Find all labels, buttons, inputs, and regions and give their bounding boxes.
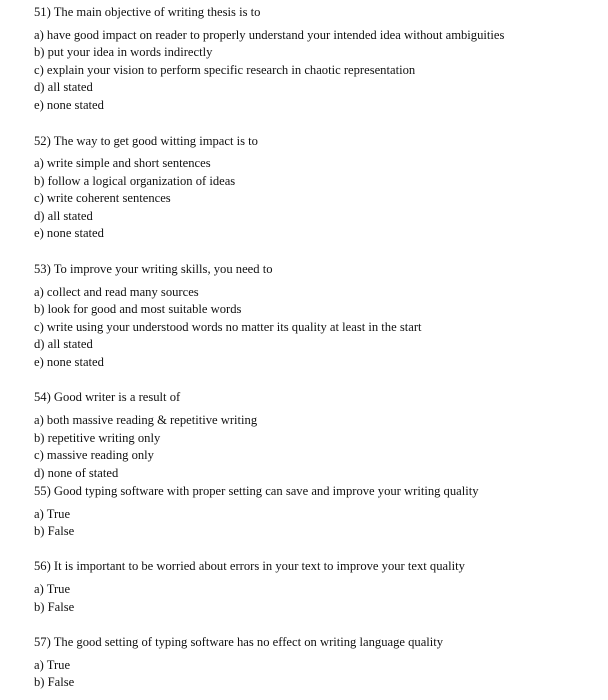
question-56-text: 56) It is important to be worried about errors in your text to improve your text quality	[34, 559, 465, 573]
question-51-option-a: a) have good impact on reader to properly understand your intended idea without ambiguities	[34, 28, 505, 42]
question-54-text: 54) Good writer is a result of	[34, 390, 181, 404]
question-53-option-e: e) none stated	[34, 355, 104, 369]
question-51-option-e: e) none stated	[34, 98, 104, 112]
question-54-option-c: c) massive reading only	[34, 448, 154, 462]
question-52-option-d: d) all stated	[34, 209, 93, 223]
question-53-option-b: b) look for good and most suitable words	[34, 302, 242, 316]
question-54-option-b: b) repetitive writing only	[34, 431, 161, 445]
question-53-text: 53) To improve your writing skills, you need to	[34, 262, 273, 276]
question-51-option-d: d) all stated	[34, 80, 93, 94]
question-52-option-c: c) write coherent sentences	[34, 191, 171, 205]
question-56-option-a: a) True	[34, 582, 71, 596]
question-55-option-a: a) True	[34, 507, 71, 521]
question-52-option-b: b) follow a logical organization of ideas	[34, 174, 236, 188]
question-54-option-d: d) none of stated	[34, 466, 119, 480]
question-57-option-a: a) True	[34, 658, 71, 672]
question-52-option-e: e) none stated	[34, 226, 104, 240]
question-53-option-d: d) all stated	[34, 337, 93, 351]
question-55-option-b: b) False	[34, 524, 75, 538]
question-52-text: 52) The way to get good witting impact is to	[34, 134, 258, 148]
question-57-text: 57) The good setting of typing software has no effect on writing language quality	[34, 635, 444, 649]
question-54-option-a: a) both massive reading & repetitive writing	[34, 413, 258, 427]
question-53-option-c: c) write using your understood words no matter its quality at least in the start	[34, 320, 422, 334]
question-52-option-a: a) write simple and short sentences	[34, 156, 211, 170]
question-57-option-b: b) False	[34, 675, 75, 689]
question-51-text: 51) The main objective of writing thesis is to	[34, 5, 261, 19]
question-53-option-a: a) collect and read many sources	[34, 285, 199, 299]
question-56-option-b: b) False	[34, 600, 75, 614]
question-51-option-b: b) put your idea in words indirectly	[34, 45, 213, 59]
question-51-option-c: c) explain your vision to perform specific research in chaotic representation	[34, 63, 416, 77]
question-55-text: 55) Good typing software with proper setting can save and improve your writing quality	[34, 484, 479, 498]
